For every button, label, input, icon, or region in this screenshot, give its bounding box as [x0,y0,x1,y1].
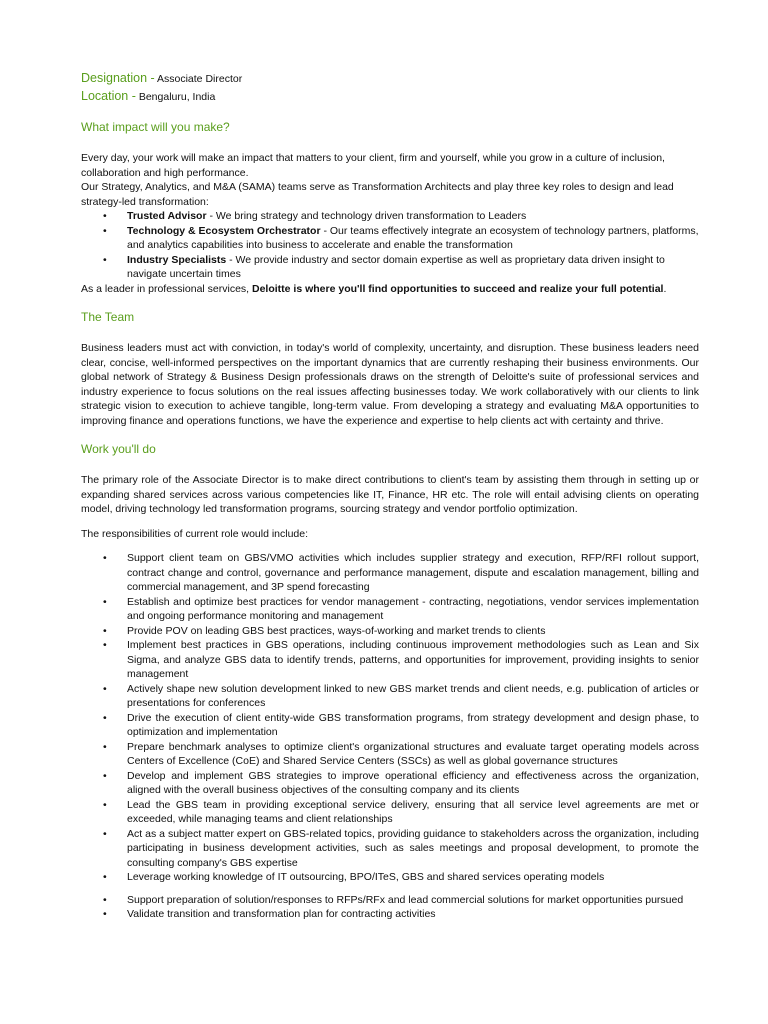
list-item: • Validate transition and transformation plan for contracting activities [81,907,699,922]
role-title: Trusted Advisor [127,210,207,222]
work-heading: Work you'll do [81,442,156,456]
list-item: • Lead the GBS team in providing exceptional service delivery, ensuring that all service level agreements are met or exceeded, while managing teams and client relationships [81,798,699,827]
list-item: • Prepare benchmark analyses to optimize client's organizational structures and evaluate target operating models across Centers of Excellence (CoE) and Shared Service Centers (SSCs) as well as global governance structures [81,740,699,769]
list-item: • Act as a subject matter expert on GBS-related topics, providing guidance to stakeholders across the organization, including participating in business development activities, such as sales meetings and proposal development, to promote the consulting company's GBS expertise [81,827,699,871]
responsibilities-list [81,551,699,885]
list-item: • Leverage working knowledge of IT outsourcing, BPO/ITeS, GBS and shared services operating models [81,870,699,885]
role-title: Technology & Ecosystem Orchestrator [127,224,321,237]
closing-bold: Deloitte is where you'll find opportunities to succeed and realize your full potential [252,282,664,295]
team-body: Business leaders must act with conviction, in today's world of complexity, uncertainty, and disruption. These business leaders need clear, concise, well-informed perspectives on the important dynamics that are currently reshaping their business environments. Our global network of Strategy & Business Design professionals draws on the strength of Deloitte's suite of professional services and industry experience to focus solutions on the real issues affecting businesses today. We work collaboratively with our clients to link strategic vision to execution to achieve tangible, long-term value. From developing a strategy and evaluating M&A opportunities to improving finance and operations functions, we have the experience and expertise to help clients act with certainty and thrive. [81,342,699,427]
closing-suffix: . [663,282,667,295]
spacer [81,541,699,551]
role-text: - We bring strategy and technology driven transformation to Leaders [206,210,527,222]
designation-label: Designation - [81,71,155,85]
roles-list [81,209,699,282]
spacer [81,885,699,893]
designation-line [81,70,699,88]
role-title: Industry Specialists [127,253,227,266]
location-value: Bengaluru, India [138,91,216,103]
role-text: - Our teams effectively integrate an ecosystem of technology partners, platforms, and analytics capabilities into business to accelerate and enable the transformation [127,224,699,251]
list-item [81,209,699,224]
work-body: The primary role of the Associate Director is to make direct contributions to client's team by assisting them through in setting up or expanding shared services across various competencies like IT, Finance, HR etc. The role will entail advising clients on operating model, driving technology led transformation programs, sourcing strategy and vendor portfolio optimization. [81,474,699,515]
document-page [81,70,699,922]
impact-closing [81,282,699,297]
impact-intro-2: Our Strategy, Analytics, and M&A (SAMA) teams serve as Transformation Architects and play three key roles to design and lead strategy-led transformation: [81,181,674,208]
impact-heading: What impact will you make? [81,120,230,134]
list-item: • Establish and optimize best practices for vendor management - contracting, negotiations, vendor services implementation and ongoing performance monitoring and management [81,595,699,624]
team-heading: The Team [81,310,135,324]
list-item: • Actively shape new solution development linked to new GBS market trends and client needs, e.g. publication of articles or presentations for conferences [81,682,699,711]
location-label: Location - [81,89,136,103]
list-item: • Drive the execution of client entity-wide GBS transformation programs, from strategy development and design phase, to optimization and implementation [81,711,699,740]
spacer [81,517,699,527]
list-item [81,224,699,253]
list-item [81,253,699,282]
closing-prefix: As a leader in professional services, [81,282,252,295]
role-text: - We provide industry and sector domain expertise as well as proprietary data driven insight to navigate uncertain times [127,253,665,280]
responsibilities-list-2 [81,893,699,922]
list-item: • Develop and implement GBS strategies to improve operational efficiency and effectiveness across the organization, aligned with the overall business objectives of the consulting company and its clients [81,769,699,798]
location-line [81,88,699,106]
designation-value: Associate Director [157,73,243,85]
list-item: • Provide POV on leading GBS best practices, ways-of-working and market trends to clients [81,624,699,639]
list-item: • Implement best practices in GBS operations, including continuous improvement methodologies such as Lean and Six Sigma, and analyze GBS data to identify trends, patterns, and opportunities for improvement, providing insights to senior management [81,638,699,682]
list-item: • Support preparation of solution/responses to RFPs/RFx and lead commercial solutions for market opportunities pursued [81,893,699,908]
impact-intro-1: Every day, your work will make an impact that matters to your client, firm and yourself, while you grow in a culture of inclusion, collaboration and high performance. [81,152,665,179]
responsibilities-intro: The responsibilities of current role would include: [81,527,309,540]
list-item: • Support client team on GBS/VMO activities which includes supplier strategy and execution, RFP/RFI rollout support, contract change and control, governance and performance management, dispute and escalation management, billing and commercial management, and 3P spend forecasting [81,551,699,595]
